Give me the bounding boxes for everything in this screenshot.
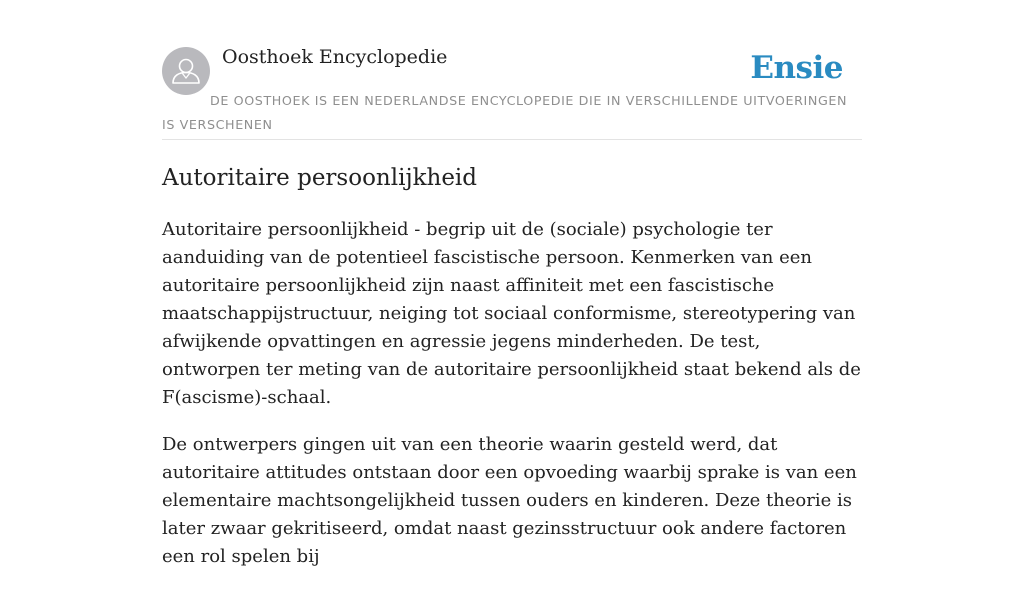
source-header [162, 0, 862, 140]
article-body [162, 216, 862, 590]
user-avatar-icon[interactable] [162, 47, 210, 95]
source-description: DE OOSTHOEK IS EEN NEDERLANDSE ENCYCLOPEDIE DIE IN VERSCHILLENDE UITVOERINGEN IS VERSCHENEN [162, 93, 848, 132]
article-paragraph: Autoritaire persoonlijkheid - begrip uit de (sociale) psychologie ter aanduiding van de potentieel fascistische persoon. Kenmerken van een autoritaire persoonlijkheid zijn naast affiniteit met een fascistische maatschappijstructuur, neiging tot sociaal conformisme, stereotypering van afwijkende opvattingen en agressie jegens minderheden. De test, ontworpen ter meting van de autoritaire persoonlijkheid staat bekend als de F(ascisme)-schaal. [162, 219, 861, 408]
brand-logo-link[interactable]: Ensie [750, 50, 843, 86]
source-name-link[interactable]: Oosthoek Encyclopedie [222, 46, 448, 68]
article-paragraph: De ontwerpers gingen uit van een theorie waarin gesteld werd, dat autoritaire attitudes ontstaan door een opvoeding waarbij sprake is van een elementaire machtsongelijkheid tussen ouders en kinderen. Deze theorie is later zwaar gekritiseerd, omdat naast gezinsstructuur ook andere factoren een rol spelen bij [162, 434, 857, 567]
content-column [162, 0, 862, 567]
article-title: Autoritaire persoonlijkheid [162, 165, 478, 191]
